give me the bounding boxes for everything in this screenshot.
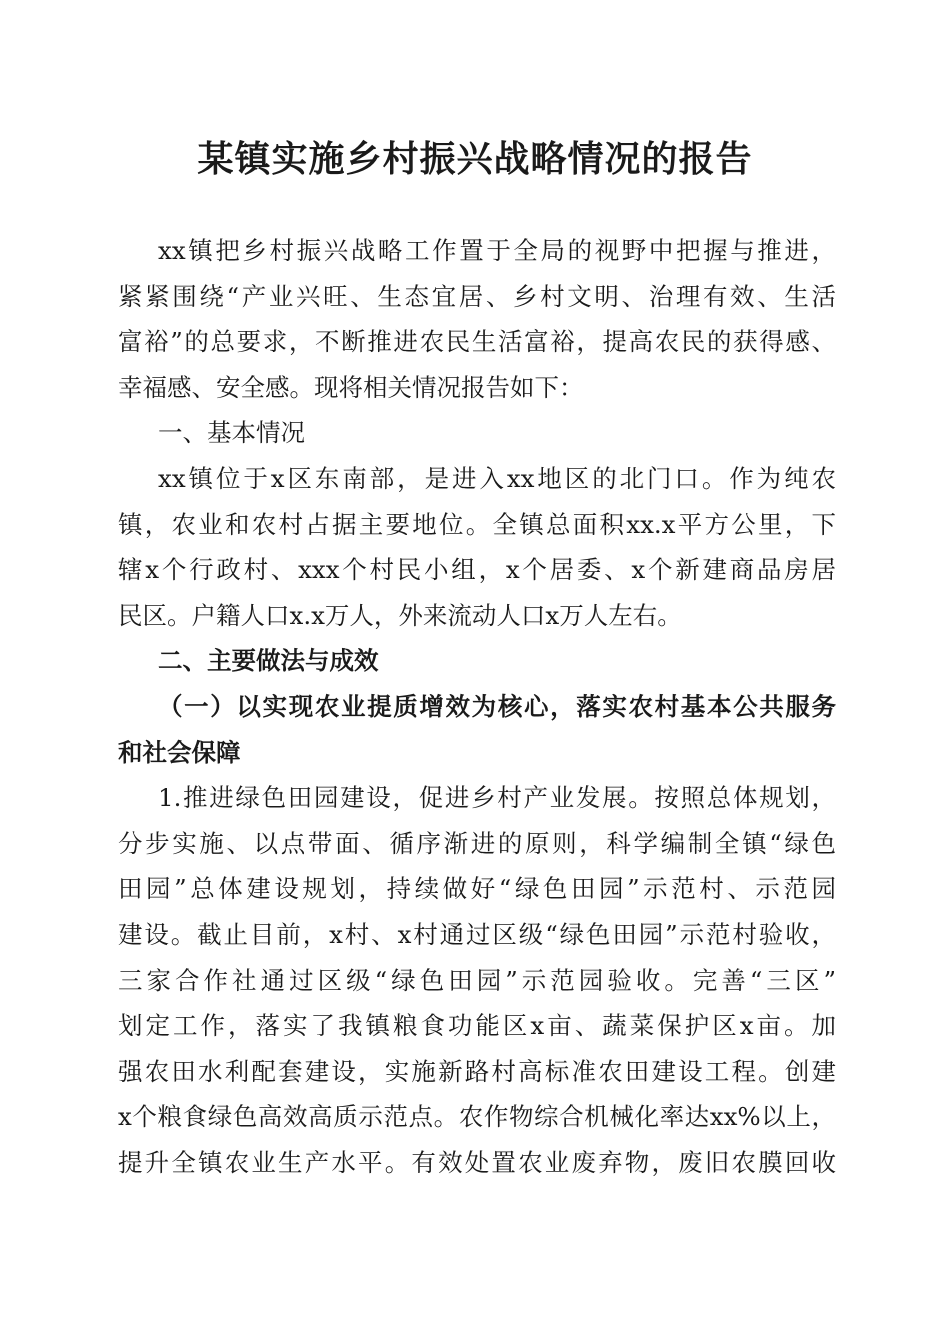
paragraph-line: 富裕”的总要求，不断推进农民生活富裕，提高农民的获得感、: [118, 327, 836, 357]
paragraph-line: 三家合作社通过区级“绿色田园”示范园验收。完善“三区”: [118, 965, 836, 995]
section-heading: 二、主要做法与成效: [158, 646, 379, 676]
paragraph-line: 辖x个行政村、xxx个村民小组，x个居委、x个新建商品房居: [118, 555, 836, 585]
paragraph-line: 划定工作，落实了我镇粮食功能区x亩、蔬菜保护区x亩。加: [118, 1011, 836, 1041]
paragraph-line: 1.推进绿色田园建设，促进乡村产业发展。按照总体规划，: [158, 783, 836, 813]
subsection-heading: 和社会保障: [118, 737, 241, 767]
paragraph-line: 田园”总体建设规划，持续做好“绿色田园”示范村、示范园: [118, 874, 836, 904]
paragraph-line: 建设。截止目前，x村、x村通过区级“绿色田园”示范村验收，: [118, 919, 836, 949]
paragraph-line: 提升全镇农业生产水平。有效处置农业废弃物，废旧农膜回收: [118, 1147, 836, 1177]
paragraph-line: 民区。户籍人口x.x万人，外来流动人口x万人左右。: [118, 600, 682, 630]
paragraph-line: 强农田水利配套建设，实施新路村高标准农田建设工程。创建: [118, 1056, 836, 1086]
paragraph-line: x个粮食绿色高效高质示范点。农作物综合机械化率达xx%以上，: [118, 1102, 836, 1132]
paragraph-line: 紧紧围绕“产业兴旺、生态宜居、乡村文明、治理有效、生活: [118, 281, 836, 311]
paragraph-line: 镇，农业和农村占据主要地位。全镇总面积xx.x平方公里，下: [118, 509, 836, 539]
paragraph-line: xx镇位于x区东南部，是进入xx地区的北门口。作为纯农: [158, 463, 836, 493]
section-heading: 一、基本情况: [158, 418, 305, 448]
paragraph-line: 分步实施、以点带面、循序渐进的原则，科学编制全镇“绿色: [118, 828, 836, 858]
document-title: 某镇实施乡村振兴战略情况的报告: [197, 138, 753, 180]
paragraph-line: 幸福感、安全感。现将相关情况报告如下：: [118, 372, 584, 402]
subsection-heading: （一）以实现农业提质增效为核心，落实农村基本公共服务: [158, 691, 836, 721]
document-body: [118, 228, 836, 1185]
paragraph-line: xx镇把乡村振兴战略工作置于全局的视野中把握与推进，: [158, 236, 836, 265]
